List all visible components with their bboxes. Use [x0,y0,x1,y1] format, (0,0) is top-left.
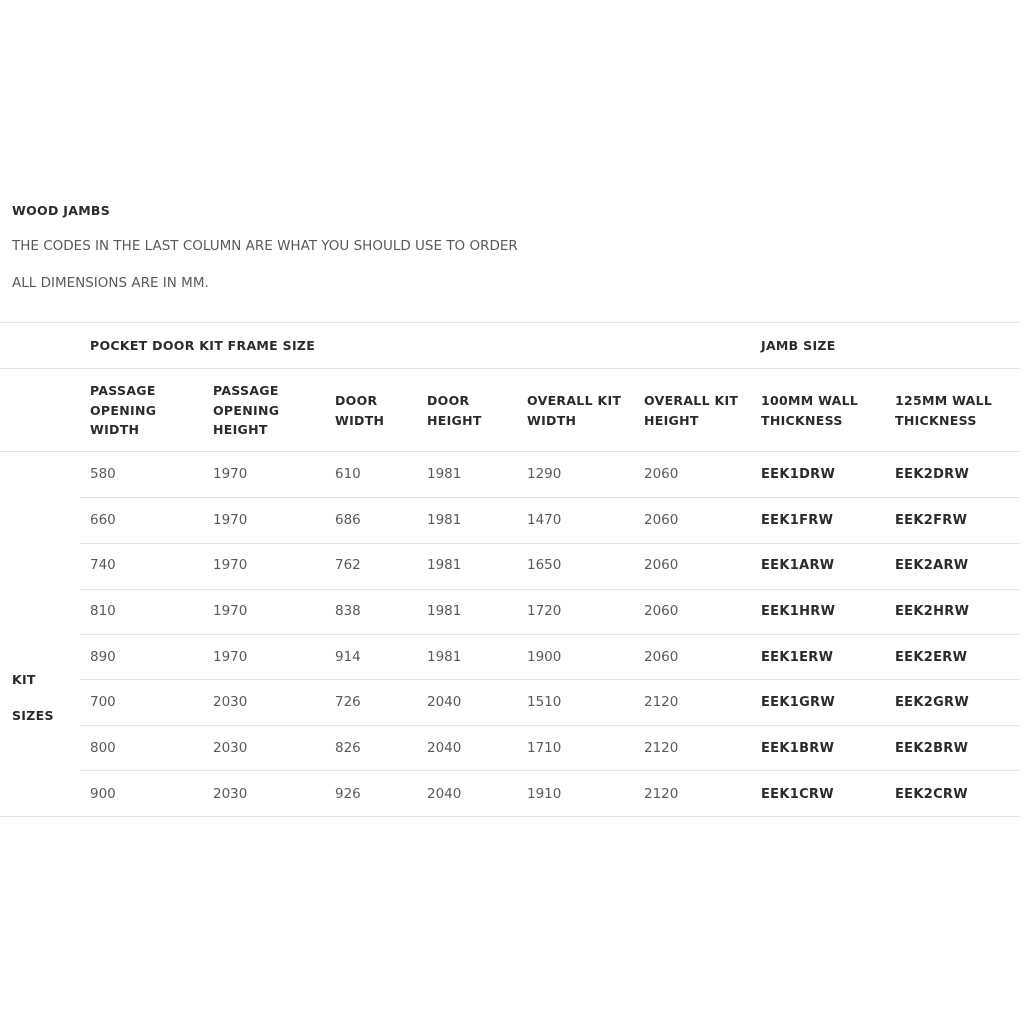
col-header-overall-kit-width: OVERALL KIT WIDTH [527,393,622,428]
dimension-cell: 610 [335,466,361,482]
dimension-cell: 1970 [213,512,248,528]
frame-size-group-header: POCKET DOOR KIT FRAME SIZE [90,338,316,353]
order-note: THE CODES IN THE LAST COLUMN ARE WHAT YOU SHOULD USE TO ORDER [12,238,518,254]
dimension-cell: 2120 [644,740,679,756]
dimension-cell: 900 [90,786,116,802]
dimension-cell: 1510 [527,694,562,710]
dimension-cell: 2040 [427,786,462,802]
dimension-cell: 914 [335,649,361,665]
dimension-cell: 660 [90,512,116,528]
row-rule [80,679,1020,680]
dimension-cell: 1981 [427,557,462,573]
dimension-cell: 1970 [213,649,248,665]
dimension-cell: 2060 [644,603,679,619]
dimension-cell: 1720 [527,603,562,619]
row-rule [80,725,1020,726]
order-code-cell: EEK2HRW [895,604,970,619]
jamb-size-group-header: JAMB SIZE [761,338,836,353]
side-label-sizes: SIZES [12,708,54,723]
dimension-cell: 926 [335,786,361,802]
dimension-cell: 1981 [427,512,462,528]
dimension-cell: 800 [90,740,116,756]
dimension-cell: 2030 [213,740,248,756]
dimension-cell: 826 [335,740,361,756]
order-code-cell: EEK2DRW [895,467,970,482]
order-code-cell: EEK2FRW [895,513,968,528]
order-code-cell: EEK2ERW [895,650,968,665]
dimension-cell: 686 [335,512,361,528]
dimension-cell: 838 [335,603,361,619]
dimension-cell: 1900 [527,649,562,665]
order-code-cell: EEK1HRW [761,604,836,619]
dimension-cell: 2060 [644,557,679,573]
dimension-cell: 810 [90,603,116,619]
row-rule [80,497,1020,498]
dimension-cell: 1470 [527,512,562,528]
row-rule [80,770,1020,771]
dimension-cell: 1710 [527,740,562,756]
col-header-125mm-wall: 125MM WALL THICKNESS [895,393,993,428]
row-rule [80,589,1020,590]
col-header-door-width: DOOR WIDTH [335,393,385,428]
dimension-cell: 890 [90,649,116,665]
dimension-cell: 2120 [644,786,679,802]
dimension-cell: 1650 [527,557,562,573]
dimension-cell: 1910 [527,786,562,802]
dimension-cell: 1970 [213,603,248,619]
dimension-cell: 2040 [427,740,462,756]
side-label-kit: KIT [12,672,36,687]
col-header-100mm-wall: 100MM WALL THICKNESS [761,393,859,428]
group-header-rule [0,368,1020,369]
dimension-cell: 580 [90,466,116,482]
order-code-cell: EEK1ERW [761,650,834,665]
order-code-cell: EEK1ARW [761,558,835,573]
dimension-cell: 2030 [213,694,248,710]
dimension-cell: 1290 [527,466,562,482]
column-header-rule [0,451,1020,452]
dimension-cell: 2060 [644,466,679,482]
dimension-cell: 2030 [213,786,248,802]
order-code-cell: EEK2ARW [895,558,969,573]
order-code-cell: EEK2BRW [895,741,969,756]
col-header-door-height: DOOR HEIGHT [427,393,482,428]
dimension-cell: 726 [335,694,361,710]
order-code-cell: EEK1FRW [761,513,834,528]
col-header-overall-kit-height: OVERALL KIT HEIGHT [644,393,739,428]
dimension-cell: 1970 [213,466,248,482]
dimension-cell: 2060 [644,649,679,665]
dimension-cell: 2060 [644,512,679,528]
table-bottom-rule [0,816,1020,817]
order-code-cell: EEK1GRW [761,695,835,710]
dimension-cell: 740 [90,557,116,573]
dimension-cell: 1981 [427,649,462,665]
row-rule [80,543,1020,544]
dimension-cell: 2120 [644,694,679,710]
dimension-cell: 1981 [427,603,462,619]
order-code-cell: EEK2GRW [895,695,969,710]
section-title: WOOD JAMBS [12,203,111,218]
dimension-cell: 700 [90,694,116,710]
dimension-cell: 762 [335,557,361,573]
dimension-cell: 1970 [213,557,248,573]
order-code-cell: EEK1CRW [761,787,834,802]
order-code-cell: EEK1DRW [761,467,836,482]
units-note: ALL DIMENSIONS ARE IN MM. [12,275,209,291]
row-rule [80,634,1020,635]
dimension-cell: 2040 [427,694,462,710]
order-code-cell: EEK1BRW [761,741,835,756]
col-header-passage-width: PASSAGE OPENING WIDTH [90,383,157,437]
table-top-rule [0,322,1020,323]
col-header-passage-height: PASSAGE OPENING HEIGHT [213,383,280,437]
dimension-cell: 1981 [427,466,462,482]
order-code-cell: EEK2CRW [895,787,968,802]
